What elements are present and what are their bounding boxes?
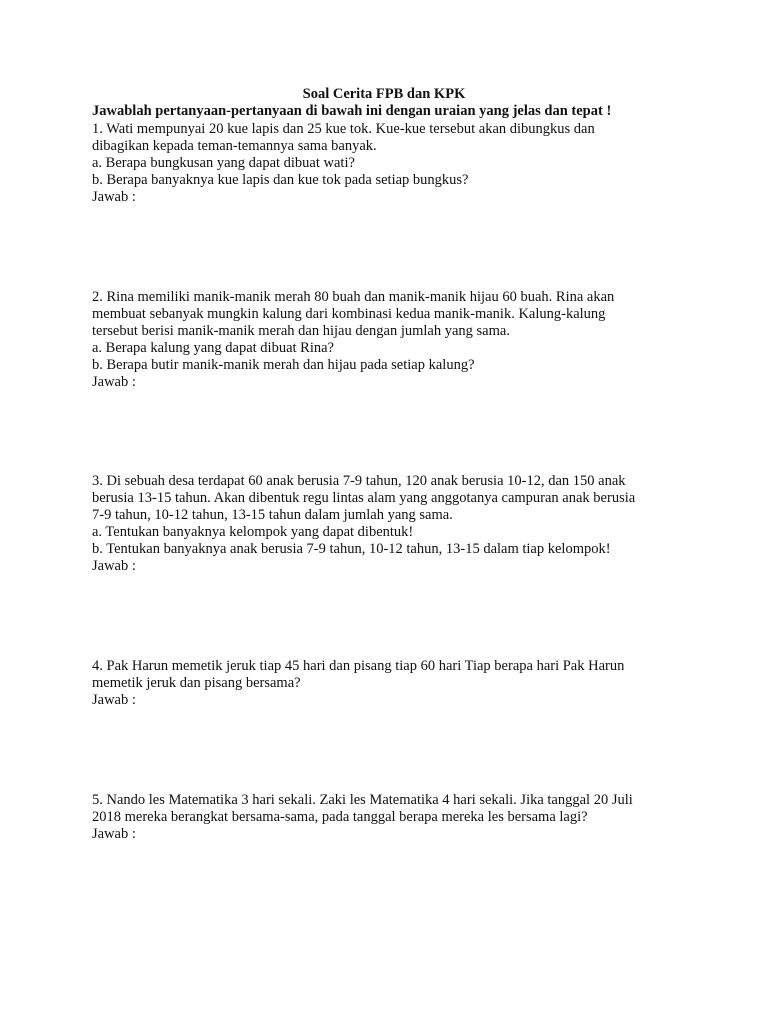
answer-label: Jawab :	[92, 374, 136, 390]
question-1	[92, 121, 692, 206]
answer-label: Jawab :	[92, 826, 136, 842]
answer-label: Jawab :	[92, 189, 136, 205]
question-line: 1. Wati mempunyai 20 kue lapis dan 25 kue tok. Kue-kue tersebut akan dibungkus dan	[92, 121, 595, 137]
question-option-a: a. Berapa kalung yang dapat dibuat Rina?	[92, 340, 334, 356]
question-line: 2018 mereka berangkat bersama-sama, pada tanggal berapa mereka les bersama lagi?	[92, 809, 588, 825]
question-line: berusia 13-15 tahun. Akan dibentuk regu lintas alam yang anggotanya campuran anak berusia	[92, 490, 636, 506]
question-line: 2. Rina memiliki manik-manik merah 80 buah dan manik-manik hijau 60 buah. Rina akan	[92, 289, 615, 305]
question-option-b: b. Tentukan banyaknya anak berusia 7-9 tahun, 10-12 tahun, 13-15 dalam tiap kelompok!	[92, 541, 611, 557]
question-line: dibagikan kepada teman-temannya sama banyak.	[92, 138, 377, 154]
question-line: memetik jeruk dan pisang bersama?	[92, 675, 301, 691]
question-line: tersebut berisi manik-manik merah dan hijau dengan jumlah yang sama.	[92, 323, 510, 339]
question-line: 7-9 tahun, 10-12 tahun, 13-15 tahun dalam jumlah yang sama.	[92, 507, 453, 523]
document-title: Soal Cerita FPB dan KPK	[302, 86, 466, 102]
answer-label: Jawab :	[92, 558, 136, 574]
question-option-b: b. Berapa butir manik-manik merah dan hijau pada setiap kalung?	[92, 357, 475, 373]
question-line: 4. Pak Harun memetik jeruk tiap 45 hari dan pisang tiap 60 hari Tiap berapa hari Pak Harun	[92, 658, 625, 674]
answer-label: Jawab :	[92, 692, 136, 708]
question-option-a: a. Tentukan banyaknya kelompok yang dapat dibentuk!	[92, 524, 414, 540]
question-option-b: b. Berapa banyaknya kue lapis dan kue tok pada setiap bungkus?	[92, 172, 469, 188]
question-2	[92, 289, 692, 391]
question-line: membuat sebanyak mungkin kalung dari kombinasi kedua manik-manik. Kalung-kalung	[92, 306, 606, 322]
question-5	[92, 792, 692, 843]
question-line: 5. Nando les Matematika 3 hari sekali. Zaki les Matematika 4 hari sekali. Jika tanggal 20 Juli	[92, 792, 633, 808]
instruction-text: Jawablah pertanyaan-pertanyaan di bawah ini dengan uraian yang jelas dan tepat !	[92, 103, 612, 119]
question-3	[92, 473, 692, 575]
question-line: 3. Di sebuah desa terdapat 60 anak berusia 7-9 tahun, 120 anak berusia 10-12, dan 150 anak	[92, 473, 626, 489]
question-4	[92, 658, 692, 709]
question-option-a: a. Berapa bungkusan yang dapat dibuat wati?	[92, 155, 355, 171]
